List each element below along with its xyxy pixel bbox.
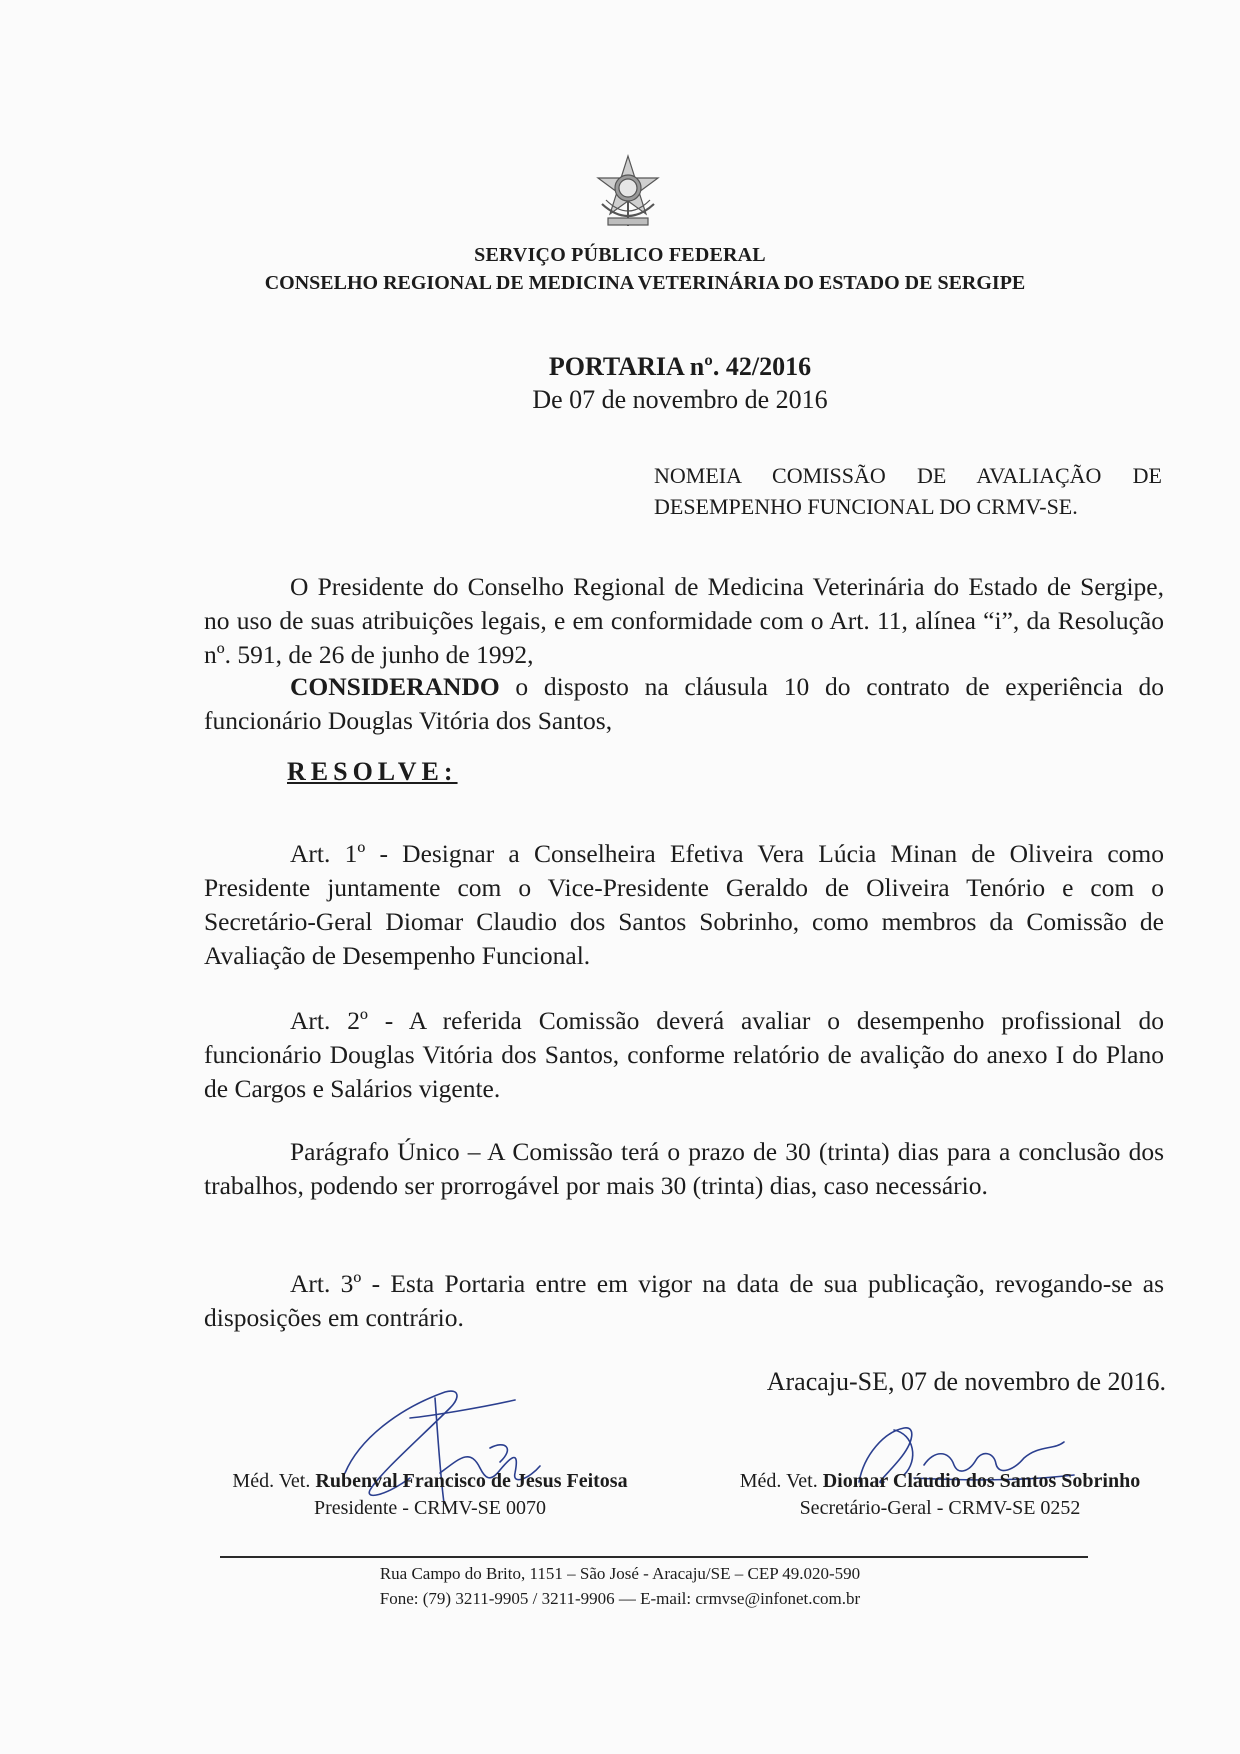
signature-block-secretary bbox=[700, 1470, 1180, 1520]
signer-name: Rubenval Francisco de Jesus Feitosa bbox=[315, 1470, 628, 1492]
signer-name-line bbox=[700, 1470, 1180, 1493]
signer-prefix: Méd. Vet. bbox=[739, 1470, 823, 1492]
signer-prefix: Méd. Vet. bbox=[232, 1470, 316, 1492]
portaria-title: PORTARIA nº. 42/2016 bbox=[548, 352, 812, 381]
header-council-name: CONSELHO REGIONAL DE MEDICINA VETERINÁRIA DO ESTADO DE SERGIPE bbox=[264, 272, 1026, 294]
header-service-name: SERVIÇO PÚBLICO FEDERAL bbox=[474, 244, 766, 266]
considerando-paragraph bbox=[204, 670, 1164, 738]
signer-role: Secretário-Geral - CRMV-SE 0252 bbox=[799, 1497, 1081, 1519]
resolve-heading: RESOLVE: bbox=[287, 757, 458, 786]
ementa: NOMEIA COMISSÃO DE AVALIAÇÃO DE DESEMPENHO FUNCIONAL DO CRMV-SE. bbox=[654, 463, 1162, 519]
brazil-coat-of-arms-icon bbox=[588, 152, 668, 232]
article-1: Art. 1º - Designar a Conselheira Efetiva Vera Lúcia Minan de Oliveira como Presidente juntamente com o Vice-Presidente Geraldo de Oliveira Tenório e com o Secretário-Geral Diomar Claudio dos Santos Sobrinho, como membros da Comissão de Avaliação de Desempenho Funcional. bbox=[204, 839, 1164, 970]
considerando-text: o disposto na cláusula 10 do contrato de experiência do funcionário Douglas Vitória dos Santos, bbox=[204, 672, 1164, 735]
preamble-paragraph: O Presidente do Conselho Regional de Medicina Veterinária do Estado de Sergipe, no uso de suas atribuições legais, e em conformidade com o Art. 11, alínea “i”, da Resolução nº. 591, de 26 de junho de 1992, bbox=[204, 572, 1164, 669]
paragrafo-unico: Parágrafo Único – A Comissão terá o prazo de 30 (trinta) dias para a conclusão dos trabalhos, podendo ser prorrogável por mais 30 (trinta) dias, caso necessário. bbox=[204, 1137, 1164, 1200]
article-2: Art. 2º - A referida Comissão deverá avaliar o desempenho profissional do funcionário Douglas Vitória dos Santos, conforme relatório de avalição do anexo I do Plano de Cargos e Salários vigente. bbox=[204, 1006, 1164, 1103]
footer-contact: Fone: (79) 3211-9905 / 3211-9906 — E-mail: crmvse@infonet.com.br bbox=[379, 1589, 861, 1608]
signer-name-line bbox=[200, 1470, 660, 1493]
signature-block-president bbox=[200, 1470, 660, 1520]
portaria-date: De 07 de novembro de 2016 bbox=[532, 385, 828, 414]
article-3: Art. 3º - Esta Portaria entre em vigor na data de sua publicação, revogando-se as disposições em contrário. bbox=[204, 1269, 1164, 1332]
footer-address: Rua Campo do Brito, 1151 – São José - Aracaju/SE – CEP 49.020-590 bbox=[379, 1564, 861, 1583]
footer-divider bbox=[220, 1556, 1088, 1558]
signer-name: Diomar Cláudio dos Santos Sobrinho bbox=[822, 1470, 1141, 1492]
signer-role: Presidente - CRMV-SE 0070 bbox=[313, 1497, 547, 1519]
place-and-date: Aracaju-SE, 07 de novembro de 2016. bbox=[766, 1367, 1166, 1396]
considerando-keyword: CONSIDERANDO bbox=[290, 672, 500, 701]
